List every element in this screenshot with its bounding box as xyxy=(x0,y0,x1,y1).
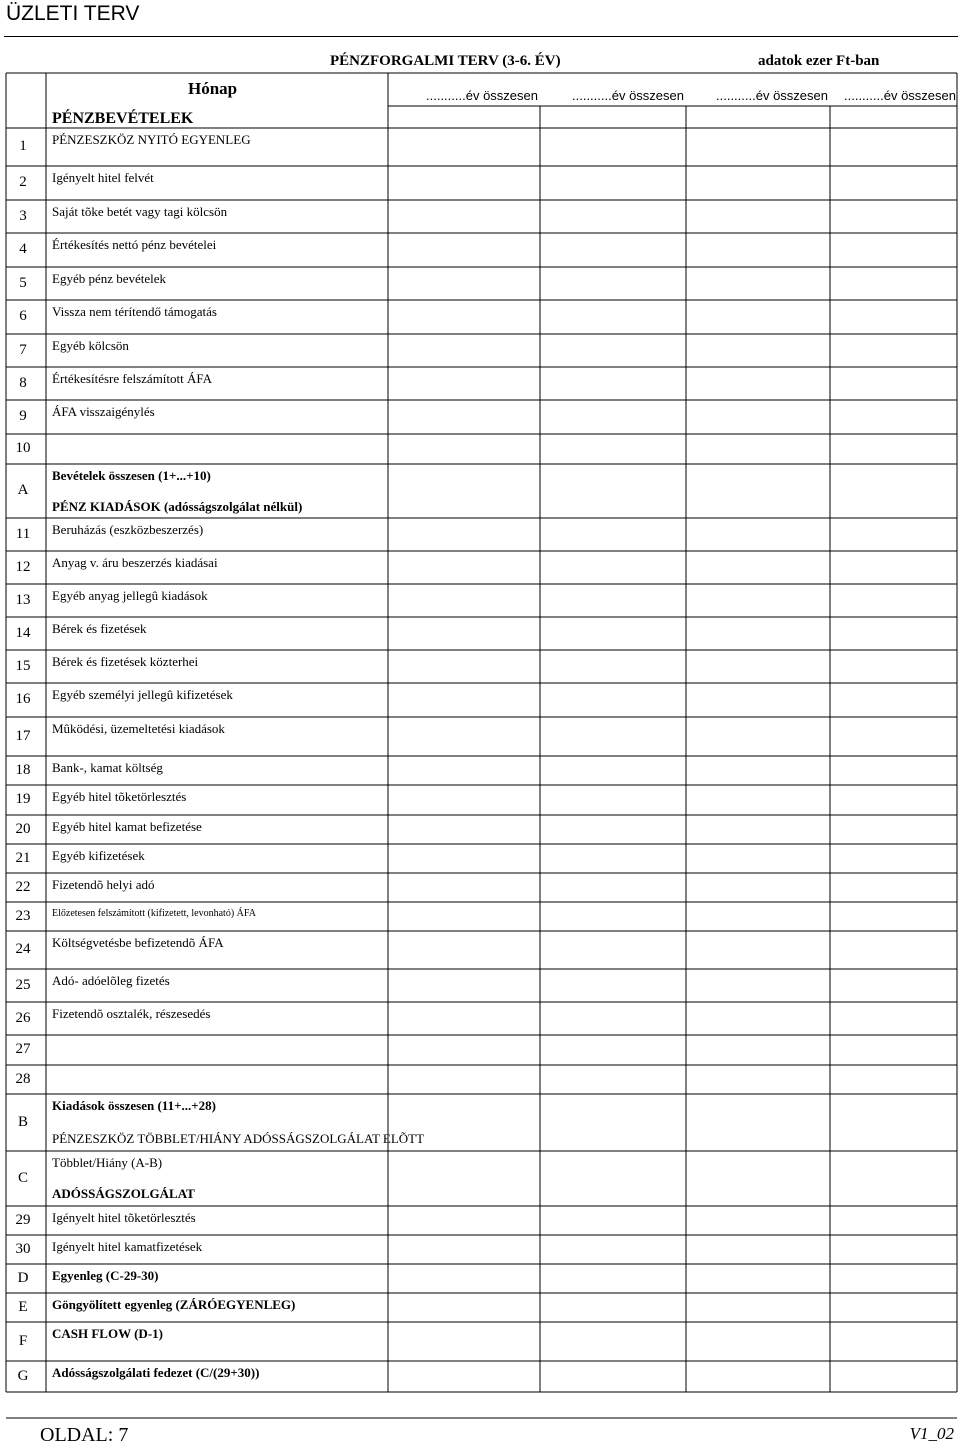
units-note: adatok ezer Ft-ban xyxy=(758,53,880,69)
row-number: 29 xyxy=(15,1211,31,1228)
row-label: Göngyölített egyenleg (ZÁRÓEGYENLEG) xyxy=(52,1297,296,1312)
row-label: Egyéb személyi jellegû kifizetések xyxy=(52,687,233,702)
row-number: B xyxy=(17,1113,28,1130)
row-number: 15 xyxy=(15,657,31,674)
row-number: A xyxy=(17,482,29,498)
row-number: F xyxy=(18,1332,28,1349)
row-number: 7 xyxy=(19,341,27,358)
page-number: OLDAL: 7 xyxy=(40,1424,129,1446)
row-number: E xyxy=(18,1298,28,1315)
row-label: Mûködési, üzemeltetési kiadások xyxy=(52,721,225,736)
row-label: Bérek és fizetések közterhei xyxy=(52,654,199,669)
row-number: 9 xyxy=(19,408,27,424)
row-label: Egyéb hitel kamat befizetése xyxy=(52,819,202,834)
row-label: Igényelt hitel felvét xyxy=(52,170,154,185)
row-number: 6 xyxy=(19,308,27,324)
row-number: 11 xyxy=(15,525,31,542)
row-number: 30 xyxy=(15,1240,31,1257)
row-number: 14 xyxy=(15,624,31,641)
row-label: CASH FLOW (D-1) xyxy=(52,1326,163,1341)
document-title: ÜZLETI TERV xyxy=(6,2,140,25)
row-label: Adó- adóelõleg fizetés xyxy=(52,973,170,988)
row-number: G xyxy=(17,1367,29,1384)
row-label: Vissza nem térítendő támogatás xyxy=(52,304,217,319)
row-number: 23 xyxy=(15,907,31,924)
row-label: Beruházás (eszközbeszerzés) xyxy=(52,522,204,537)
row-number: 17 xyxy=(15,727,31,744)
row-label: Többlet/Hiány (A-B) xyxy=(52,1155,163,1170)
row-number: 16 xyxy=(15,691,31,707)
row-number: 19 xyxy=(15,791,31,807)
row-number: 3 xyxy=(19,207,27,224)
month-label: Hónap xyxy=(188,79,238,98)
row-label: Fizetendõ helyi adó xyxy=(52,877,155,892)
row-label: Bank-, kamat költség xyxy=(52,760,163,775)
row-number: 2 xyxy=(19,174,27,190)
row-label: Egyéb kölcsön xyxy=(52,338,129,353)
surplus-heading: PÉNZESZKÖZ TÖBBLET/HIÁNY ADÓSSÁGSZOLGÁLAT ELÕTT xyxy=(52,1131,425,1146)
row-number: 12 xyxy=(15,558,31,575)
column-header-3: ...........év összesen xyxy=(716,88,828,103)
version-label: V1_02 xyxy=(909,1424,954,1443)
row-label: Értékesítés nettó pénz bevételei xyxy=(52,237,217,252)
row-label: Anyag v. áru beszerzés kiadásai xyxy=(52,555,218,570)
row-label: Igényelt hitel tõketörlesztés xyxy=(52,1210,196,1225)
expense-heading: PÉNZ KIADÁSOK (adósságszolgálat nélkül) xyxy=(52,499,303,514)
row-label: Egyéb kifizetések xyxy=(52,848,145,863)
row-label: Egyéb hitel tõketörlesztés xyxy=(52,789,187,804)
row-label: Saját tõke betét vagy tagi kölcsön xyxy=(52,204,228,219)
row-label: Kiadások összesen (11+...+28) xyxy=(52,1098,216,1113)
row-label: Előzetesen felszámított (kifizetett, levonható) ÁFA xyxy=(52,908,256,919)
row-number: 1 xyxy=(19,138,27,154)
income-heading: PÉNZBEVÉTELEK xyxy=(52,110,194,127)
row-label: Egyenleg (C-29-30) xyxy=(52,1268,159,1283)
row-number: D xyxy=(17,1269,29,1286)
row-number: 27 xyxy=(15,1041,31,1057)
row-number: 24 xyxy=(15,941,31,957)
row-number: 18 xyxy=(15,761,31,778)
row-label: Egyéb anyag jellegû kiadások xyxy=(52,588,208,603)
row-number: 4 xyxy=(19,241,27,257)
row-number: 28 xyxy=(15,1070,31,1087)
row-label: ÁFA visszaigénylés xyxy=(52,404,155,419)
row-label: Adósságszolgálati fedezet (C/(29+30)) xyxy=(52,1365,260,1380)
row-label: Bevételek összesen (1+...+10) xyxy=(52,468,211,483)
column-header-1: ...........év összesen xyxy=(426,88,538,103)
row-number: 26 xyxy=(15,1009,31,1026)
column-header-2: ...........év összesen xyxy=(572,88,684,103)
row-number: 22 xyxy=(15,878,31,895)
row-number: 25 xyxy=(15,976,31,993)
row-label: Igényelt hitel kamatfizetések xyxy=(52,1239,203,1254)
row-number: 13 xyxy=(15,591,31,608)
plan-title: PÉNZFORGALMI TERV (3-6. ÉV) xyxy=(330,53,561,69)
row-label: Bérek és fizetések xyxy=(52,621,147,636)
row-label: Fizetendõ osztalék, részesedés xyxy=(52,1006,211,1021)
row-number: 21 xyxy=(15,849,31,866)
row-number: 8 xyxy=(19,374,27,391)
debt-service-heading: ADÓSSÁGSZOLGÁLAT xyxy=(52,1186,195,1201)
row-label: Értékesítésre felszámított ÁFA xyxy=(52,371,213,386)
row-number: 5 xyxy=(19,274,27,291)
row-number: 10 xyxy=(15,440,31,456)
column-header-4: ...........év összesen xyxy=(844,88,956,103)
row-number: 20 xyxy=(15,820,31,837)
row-number: C xyxy=(17,1169,28,1186)
row-label: Költségvetésbe befizetendõ ÁFA xyxy=(52,935,224,950)
row-label: PÉNZESZKÖZ NYITÓ EGYENLEG xyxy=(52,132,251,147)
row-label: Egyéb pénz bevételek xyxy=(52,271,167,286)
